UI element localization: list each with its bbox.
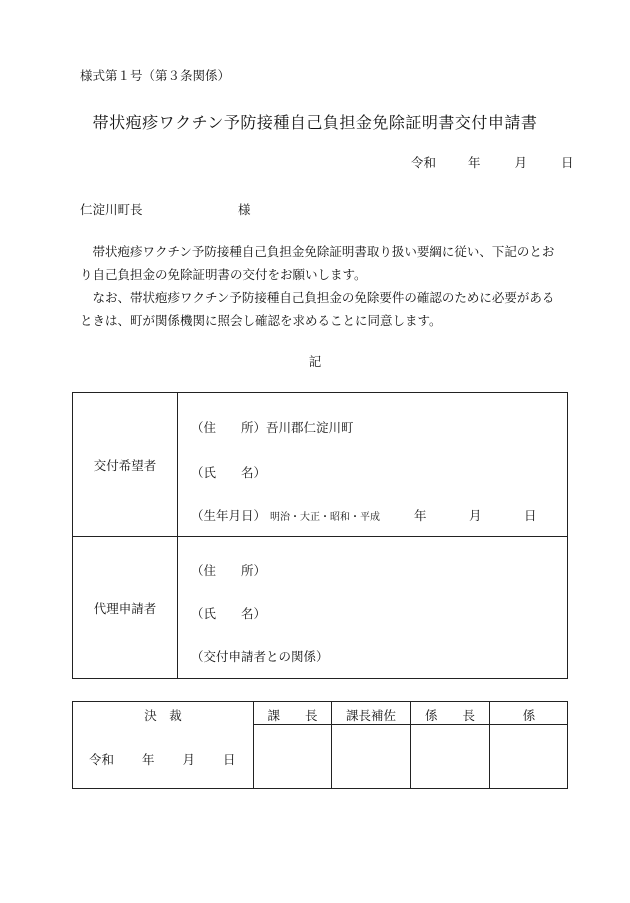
date-year: 年 (468, 155, 481, 170)
applicant-birth-year: 年 (414, 508, 427, 523)
application-date (411, 153, 574, 171)
header-staff: 係 (522, 708, 536, 723)
request-paragraph-1: 帯状疱疹ワクチン予防接種自己負担金免除証明書取り扱い要綱に従い、下記のとおり自己負担金の免除証明書の交付をお願いします。 (80, 244, 555, 282)
applicant-label: 交付希望者 (73, 393, 178, 536)
request-body (80, 240, 560, 332)
decision-date-day: 日 (223, 752, 236, 767)
decision-label: 決 裁 (144, 708, 182, 723)
request-paragraph-2: なお、帯状疱疹ワクチン予防接種自己負担金の免除要件の確認のために必要があるときは、町が関係機関に照会し確認を求めることに同意します。 (80, 290, 555, 328)
decision-date (89, 750, 236, 768)
date-day: 日 (561, 155, 574, 170)
agent-section (73, 537, 567, 678)
applicant-birth-label: （生年月日） (191, 508, 267, 523)
decision-date-month: 月 (182, 752, 196, 767)
approval-table (72, 701, 568, 789)
header-unit-chief: 係 長 (424, 708, 475, 723)
recipient (80, 200, 251, 218)
header-assistant-chief: 課長補佐 (345, 708, 396, 723)
recipient-name: 仁淀川町長 (80, 202, 143, 217)
approval-header-line (253, 724, 567, 725)
applicant-name-label: （氏 名） (191, 465, 267, 480)
decision-date-era: 令和 (89, 752, 115, 767)
decision-date-year: 年 (142, 752, 155, 767)
applicant-birth-month: 月 (469, 508, 482, 523)
document-title: 帯状疱疹ワクチン予防接種自己負担金免除証明書交付申請書 (92, 113, 538, 132)
recipient-honorific: 様 (238, 202, 251, 217)
form-number: 様式第１号（第３条関係） (80, 68, 231, 83)
application-table (72, 392, 568, 679)
ki-heading: 記 (308, 354, 322, 369)
applicant-birth-row (191, 506, 551, 524)
agent-name-label: （氏 名） (191, 606, 267, 621)
applicant-address-label: （住 所） (191, 420, 267, 435)
agent-address-label: （住 所） (191, 563, 267, 578)
agent-relation-label: （交付申請者との関係） (191, 649, 329, 664)
applicant-birth-day: 日 (524, 508, 537, 523)
date-month: 月 (514, 155, 528, 170)
applicant-section (73, 393, 567, 537)
applicant-address-value: 吾川郡仁淀川町 (266, 420, 354, 435)
date-era: 令和 (411, 155, 437, 170)
applicant-birth-eras: 明治・大正・昭和・平成 (270, 512, 380, 523)
agent-label: 代理申請者 (73, 537, 178, 678)
applicant-address-row (191, 418, 354, 436)
header-section-chief: 課 長 (267, 708, 318, 723)
